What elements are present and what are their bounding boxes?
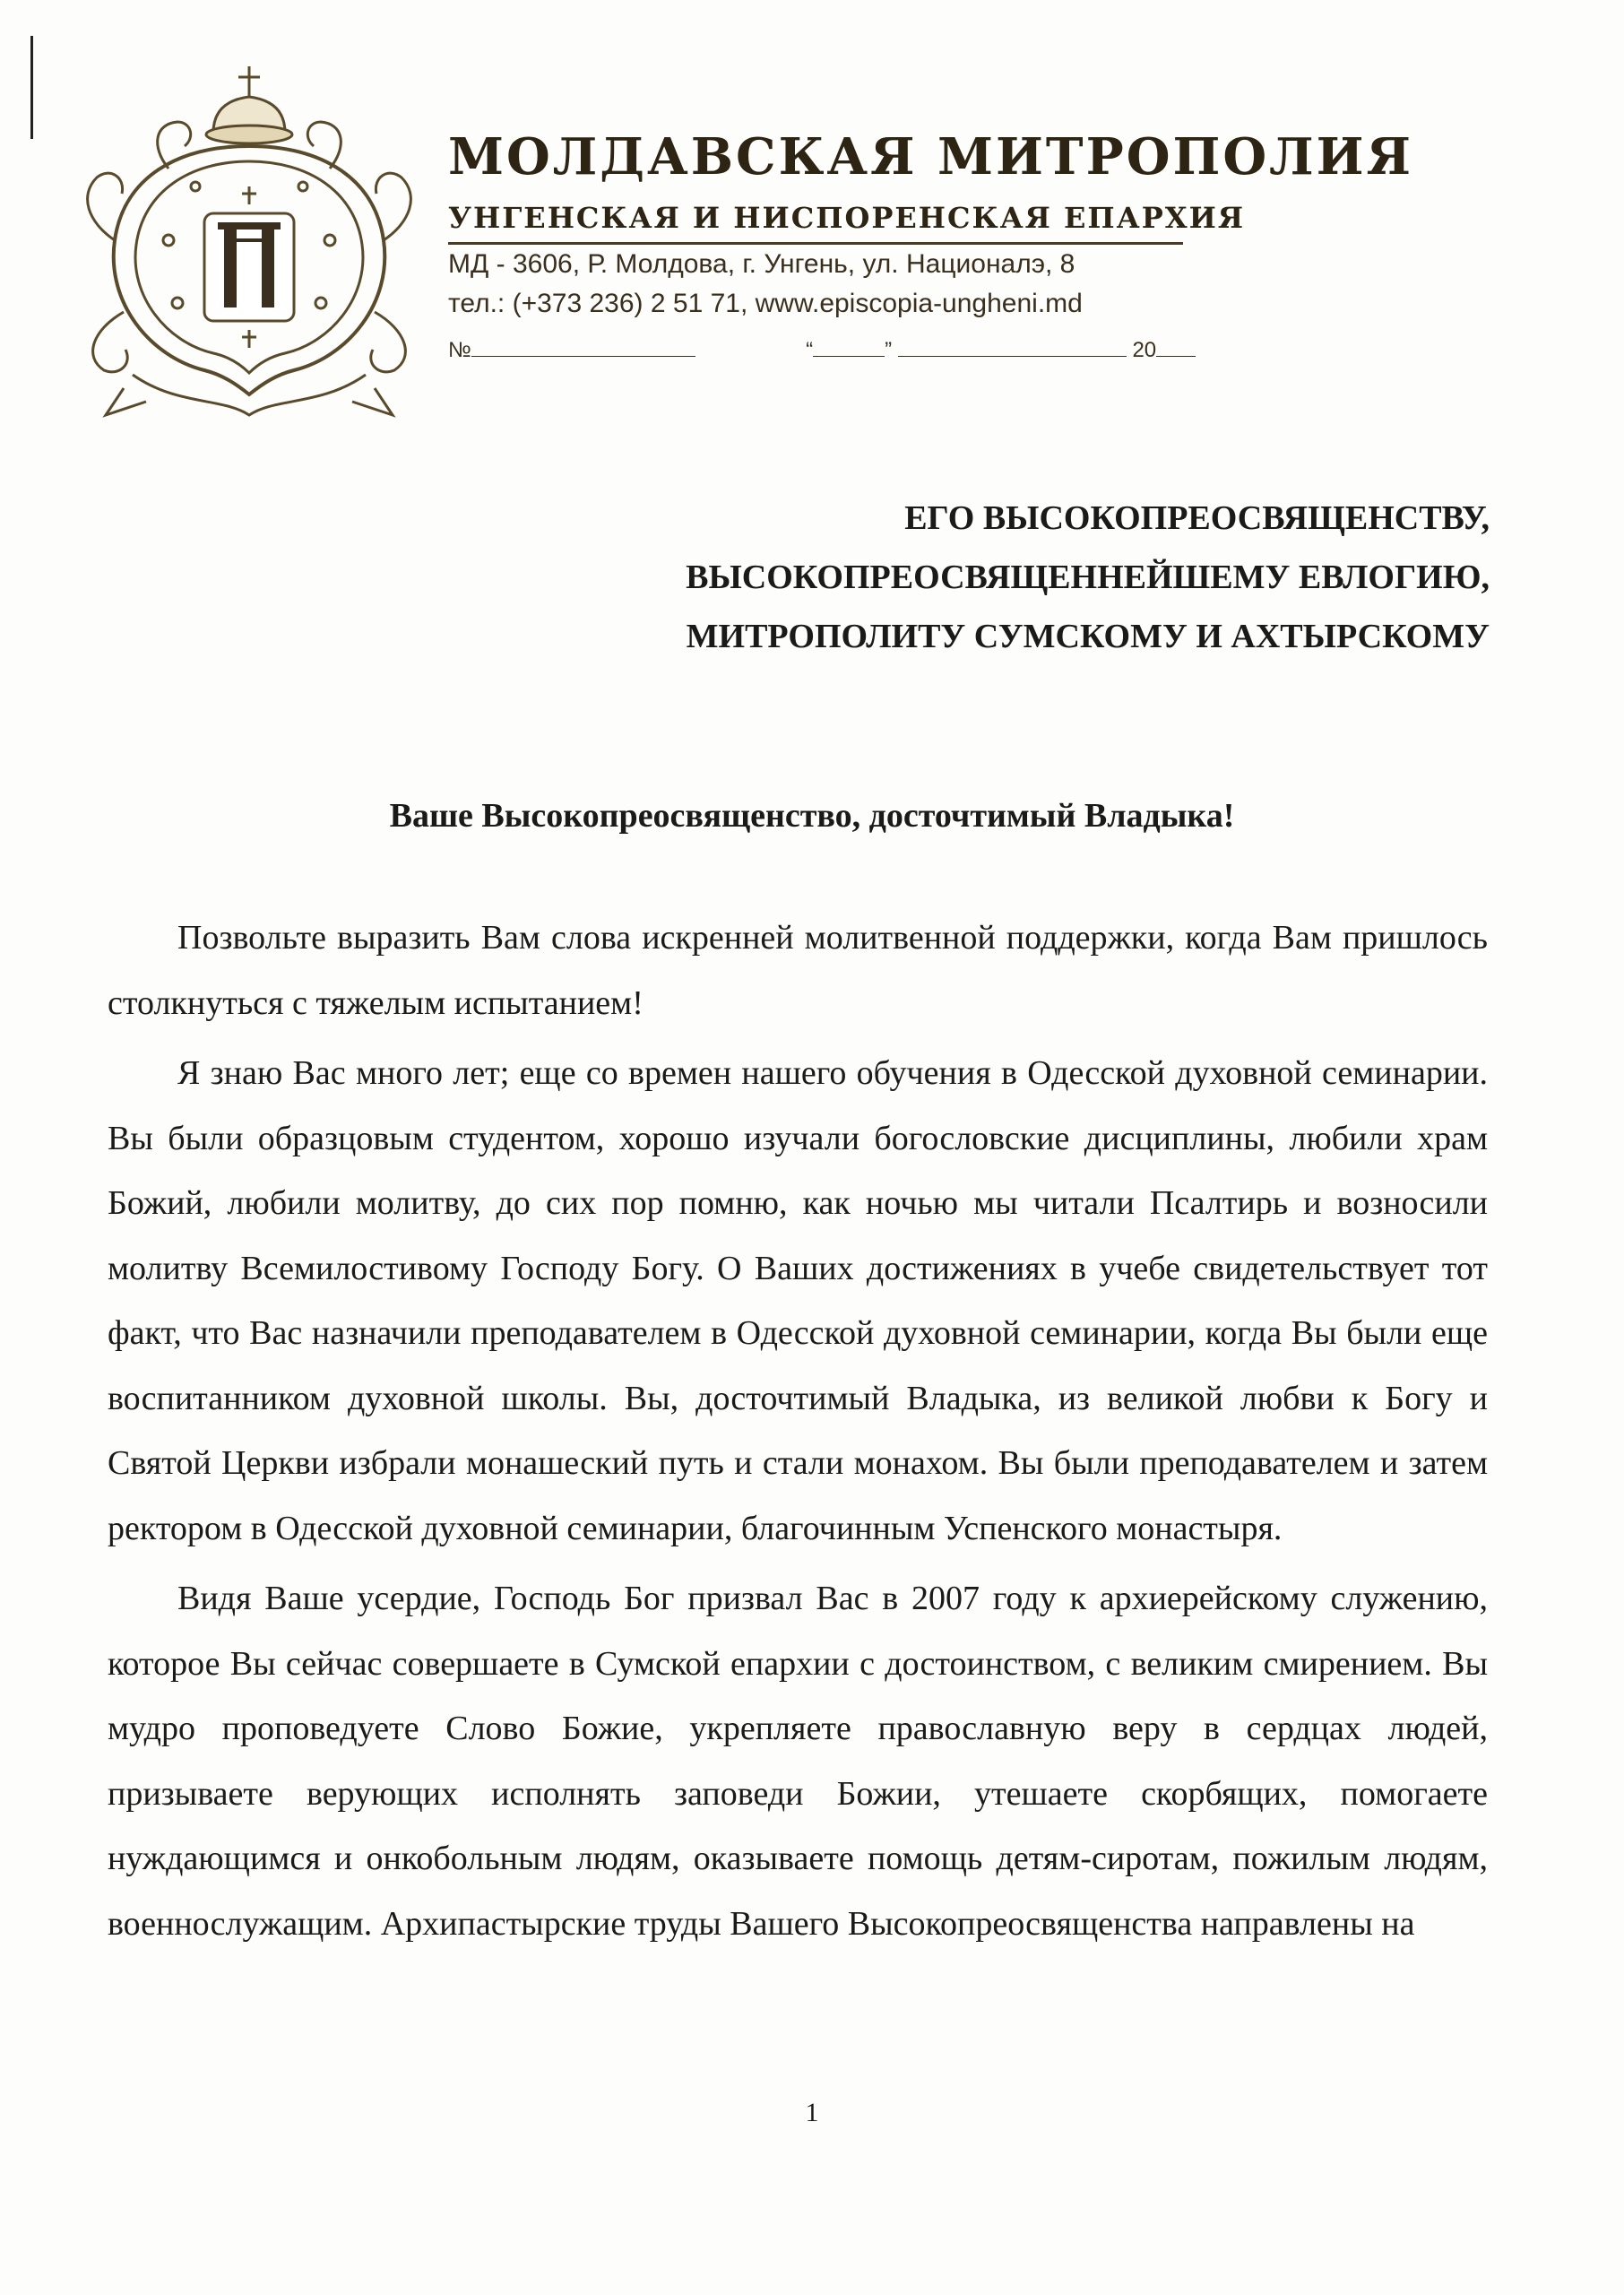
registration-line [448, 338, 1183, 363]
reg-number-label: № [448, 338, 471, 362]
letterhead-title: МОЛДАВСКАЯ МИТРОПОЛИЯ [448, 127, 1413, 186]
paragraph-1: Позвольте выразить Вам слова искренней молитвенной поддержки, когда Вам пришлось столкнуться с тяжелым испытанием! [108, 919, 1488, 1022]
reg-quote-close: ” [885, 338, 893, 362]
paragraph-3: Видя Ваше усердие, Господь Бог призвал Вас в 2007 году к архиерейскому служению, которое Вы сейчас совершаете в Сумской епархии с достоинством, с великим смирением. Вы мудро проповедуете Слово Божие, укрепляете православную веру в сердцах людей, призываете верующих исполнять заповеди Божии, утешаете скорбящих, помогаете нуждающимся и онкобольным людям, оказываете помощь детям-сиротам, пожилым людям, военнослужащим. Архипастырские труды Вашего Высокопреосвященства направлены на [108, 1580, 1488, 1943]
page-number: 1 [805, 2098, 819, 2127]
addressee-block [686, 489, 1490, 666]
paragraph-2: Я знаю Вас много лет; еще со времен нашего обучения в Одесской духовной семинарии. Вы были образцовым студентом, хорошо изучали богословские дисциплины, любили храм Божий, любили молитву, до сих пор помню, как ночью мы читали Псалтирь и возносили молитву Всемилостивому Господу Богу. О Ваших достижениях в учебе свидетельствует тот факт, что Вас назначили преподавателем в Одесской духовной семинарии, когда Вы были еще воспитанником духовной школы. Вы, досточтимый Владыка, из великой любви к Богу и Святой Церкви избрали монашеский путь и стали монахом. Вы были преподавателем и затем ректором в Одесской духовной семинарии, благочинным Успенского монастыря. [108, 1054, 1488, 1547]
addressee-line-2: ВЫСОКОПРЕОСВЯЩЕННЕЙШЕМУ ЕВЛОГИЮ, [686, 559, 1490, 596]
salutation: Ваше Высокопреосвященство, досточтимый Владыка! [389, 797, 1235, 835]
letter-body [108, 905, 1488, 1962]
addressee-line-1: ЕГО ВЫСОКОПРЕОСВЯЩЕНСТВУ, [904, 499, 1490, 537]
letterhead [448, 126, 1413, 363]
addressee-line-3: МИТРОПОЛИТУ СУМСКОМУ И АХТЫРСКОМУ [686, 618, 1490, 655]
scan-mark [30, 36, 33, 139]
reg-day-blank [813, 340, 885, 357]
letterhead-address: МД - 3606, Р. Молдова, г. Унгень, ул. Националэ, 8 [448, 249, 1075, 279]
letterhead-subtitle: УНГЕНСКАЯ И НИСПОРЕНСКАЯ ЕПАРХИЯ [448, 201, 1183, 245]
letterhead-contacts: тел.: (+373 236) 2 51 71, www.episcopia-ungheni.md [448, 289, 1083, 318]
diocese-emblem-icon [70, 61, 428, 429]
reg-number-blank [471, 340, 695, 357]
reg-year-label: 20 [1132, 338, 1157, 362]
reg-month-blank [898, 340, 1127, 357]
reg-year-blank [1156, 340, 1196, 357]
reg-quote-open: “ [806, 338, 814, 362]
